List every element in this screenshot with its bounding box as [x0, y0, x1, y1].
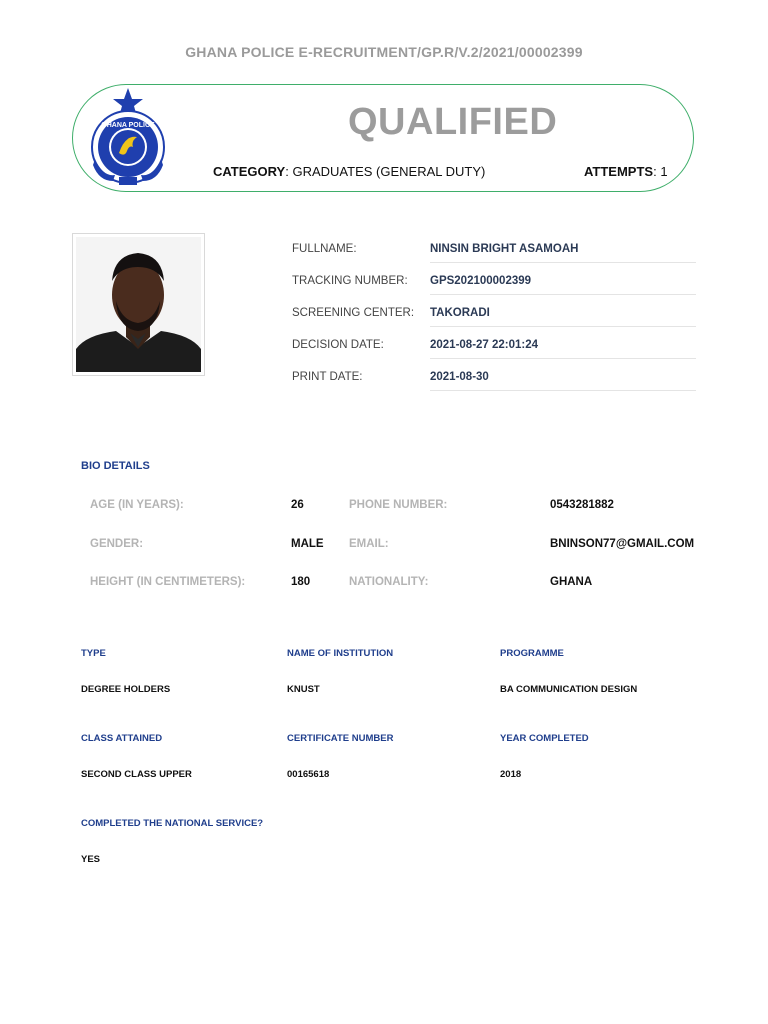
institution-value: KNUST: [287, 684, 320, 695]
ghana-police-seal-icon: [85, 85, 171, 193]
fullname-value: NINSIN BRIGHT ASAMOAH: [430, 234, 696, 263]
applicant-photo: [72, 233, 205, 376]
info-label: FULLNAME:: [292, 243, 357, 255]
info-label: TRACKING NUMBER:: [292, 275, 408, 287]
info-row-screening-center: [292, 298, 696, 330]
height-value: 180: [291, 576, 311, 588]
attempts: ATTEMPTS: 1: [584, 164, 668, 179]
type-value: DEGREE HOLDERS: [81, 684, 171, 695]
nationality-label: NATIONALITY:: [349, 576, 429, 588]
national-service-value: YES: [81, 854, 101, 865]
height-label: HEIGHT (IN CENTIMETERS):: [90, 576, 246, 588]
phone-label: PHONE NUMBER:: [349, 499, 448, 511]
applicant-summary: [292, 234, 696, 394]
category: CATEGORY: GRADUATES (GENERAL DUTY): [213, 164, 486, 179]
info-row-fullname: [292, 234, 696, 266]
document-reference: GHANA POLICE E-RECRUITMENT/GP.R/V.2/2021/00002399: [185, 44, 583, 60]
category-value: GRADUATES (GENERAL DUTY): [292, 164, 486, 179]
year-completed-label: YEAR COMPLETED: [500, 733, 589, 744]
age-value: 26: [291, 499, 304, 511]
bio-details-heading: BIO DETAILS: [81, 460, 150, 472]
info-label: SCREENING CENTER:: [292, 307, 415, 319]
decision-date-value: 2021-08-27 22:01:24: [430, 330, 696, 359]
phone-value: 0543281882: [550, 499, 614, 511]
qualification-status: QUALIFIED: [348, 101, 558, 143]
programme-label: PROGRAMME: [500, 648, 564, 659]
nationality-value: GHANA: [550, 576, 593, 588]
gender-label: GENDER:: [90, 538, 144, 550]
gender-value: MALE: [291, 538, 324, 550]
info-label: DECISION DATE:: [292, 339, 384, 351]
info-label: PRINT DATE:: [292, 371, 363, 383]
class-attained-value: SECOND CLASS UPPER: [81, 769, 192, 780]
national-service-label: COMPLETED THE NATIONAL SERVICE?: [81, 818, 264, 829]
attempts-value: 1: [660, 164, 668, 179]
attempts-label: ATTEMPTS: [584, 164, 654, 179]
type-label: TYPE: [81, 648, 106, 659]
email-label: EMAIL:: [349, 538, 389, 550]
certificate-number-label: CERTIFICATE NUMBER: [287, 733, 394, 744]
age-label: AGE (IN YEARS):: [90, 499, 184, 511]
info-row-tracking-number: [292, 266, 696, 298]
programme-value: BA COMMUNICATION DESIGN: [500, 684, 638, 695]
class-attained-label: CLASS ATTAINED: [81, 733, 163, 744]
print-date-value: 2021-08-30: [430, 362, 696, 391]
year-completed-value: 2018: [500, 769, 522, 780]
certificate-number-value: 00165618: [287, 769, 330, 780]
email-value: BNINSON77@GMAIL.COM: [550, 538, 695, 550]
info-row-print-date: [292, 362, 696, 394]
tracking-number-value: GPS202100002399: [430, 266, 696, 295]
svg-text:GHANA POLICE: GHANA POLICE: [101, 122, 155, 129]
category-label: CATEGORY: [213, 164, 286, 179]
screening-center-value: TAKORADI: [430, 298, 696, 327]
info-row-decision-date: [292, 330, 696, 362]
status-banner: [72, 84, 694, 192]
institution-label: NAME OF INSTITUTION: [287, 648, 394, 659]
